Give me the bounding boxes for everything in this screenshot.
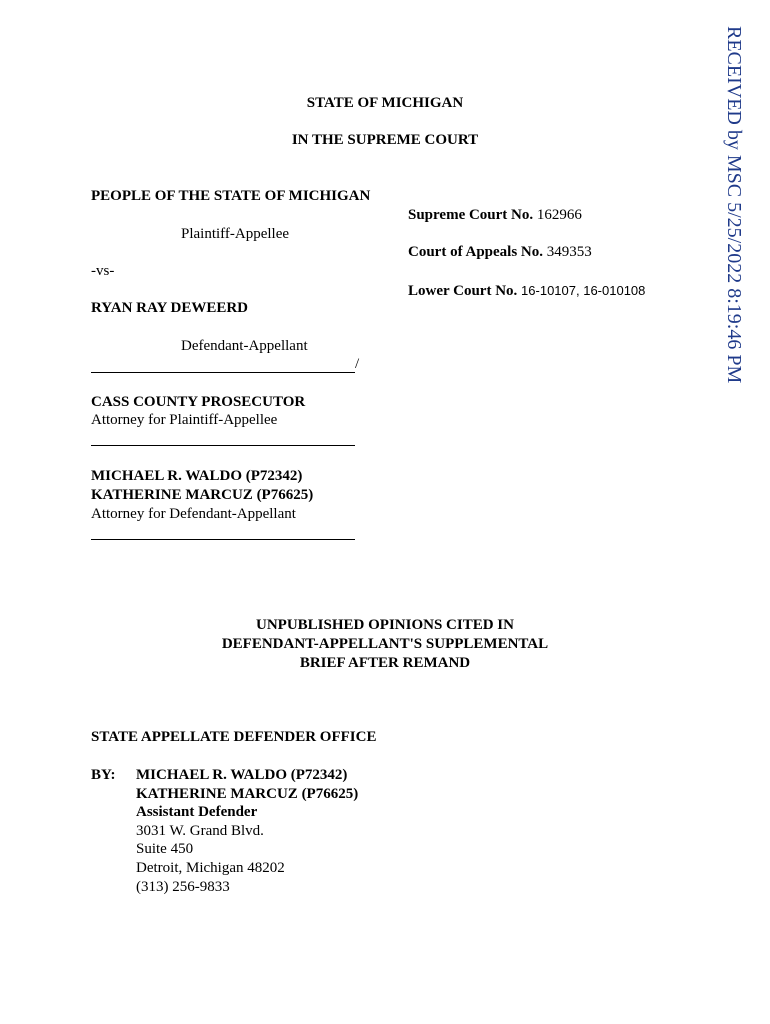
defender-office: STATE APPELLATE DEFENDER OFFICE <box>91 729 377 745</box>
attorney-divider-1 <box>91 445 355 446</box>
document-title-line-3: BRIEF AFTER REMAND <box>299 655 471 671</box>
supreme-court-label: Supreme Court No. <box>408 207 534 223</box>
document-title-line-2: DEFENDANT-APPELLANT'S SUPPLEMENTAL <box>221 636 549 652</box>
appeals-court-label: Court of Appeals No. <box>408 244 544 260</box>
lower-court-value: 16-10107, 16-010108 <box>521 283 646 298</box>
lower-court-number <box>408 281 645 301</box>
address-line-2: Suite 450 <box>136 841 194 857</box>
address-line-3: Detroit, Michigan 48202 <box>136 860 285 876</box>
appeals-court-value: 349353 <box>546 244 592 260</box>
plaintiff-attorney-role: Attorney for Plaintiff-Appellee <box>91 412 278 428</box>
document-title-line-1: UNPUBLISHED OPINIONS CITED IN <box>256 617 514 633</box>
defendant-name: RYAN RAY DEWEERD <box>91 300 249 316</box>
appeals-court-number <box>408 243 592 262</box>
court-heading: IN THE SUPREME COURT <box>291 132 479 148</box>
address-line-1: 3031 W. Grand Blvd. <box>136 823 264 839</box>
signature-position: Assistant Defender <box>136 804 258 820</box>
plaintiff-name: PEOPLE OF THE STATE OF MICHIGAN <box>91 188 371 204</box>
signature-name-2: KATHERINE MARCUZ (P76625) <box>136 786 359 802</box>
versus-text: -vs- <box>91 263 115 279</box>
supreme-court-number <box>408 206 582 225</box>
plaintiff-role: Plaintiff-Appellee <box>181 226 290 242</box>
signature-name-1: MICHAEL R. WALDO (P72342) <box>136 767 348 783</box>
caption-divider <box>91 372 355 373</box>
caption-end-mark: / <box>355 356 360 372</box>
received-stamp: RECEIVED by MSC 5/25/2022 8:19:46 PM <box>723 26 745 384</box>
attorney-divider-2 <box>91 539 355 540</box>
defense-attorney-2: KATHERINE MARCUZ (P76625) <box>91 487 314 503</box>
defendant-role: Defendant-Appellant <box>181 338 308 354</box>
lower-court-label: Lower Court No. <box>408 283 518 299</box>
supreme-court-value: 162966 <box>536 207 582 223</box>
defense-attorney-role: Attorney for Defendant-Appellant <box>91 506 296 522</box>
by-label: BY: <box>91 767 116 783</box>
defense-attorney-1: MICHAEL R. WALDO (P72342) <box>91 468 303 484</box>
plaintiff-attorney: CASS COUNTY PROSECUTOR <box>91 394 306 410</box>
state-heading: STATE OF MICHIGAN <box>306 95 464 111</box>
phone-number: (313) 256-9833 <box>136 879 230 895</box>
